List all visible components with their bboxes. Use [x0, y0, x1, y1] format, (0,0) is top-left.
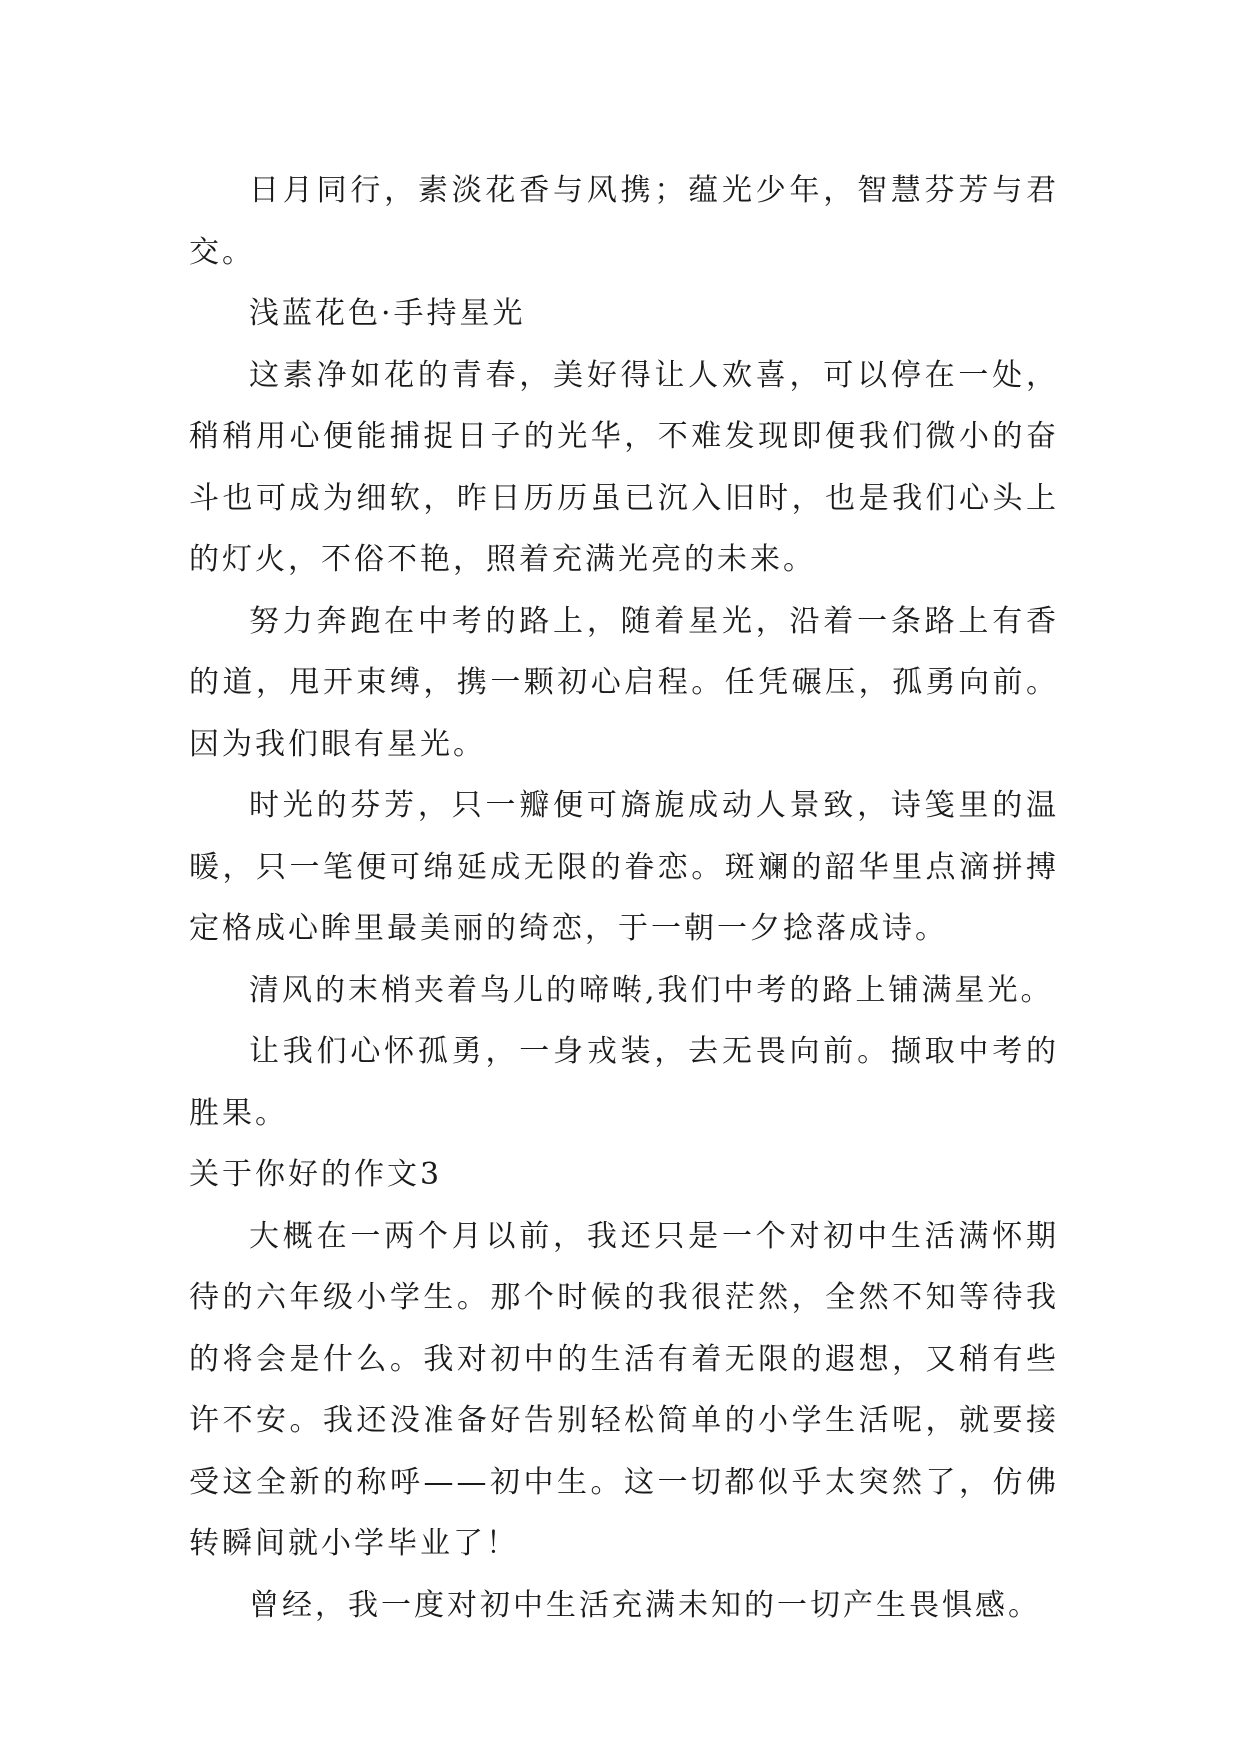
paragraph: 日月同行，素淡花香与风携；蕴光少年，智慧芬芳与君交。	[189, 173, 1059, 270]
document-body	[189, 160, 1059, 1636]
paragraph: 这素净如花的青春，美好得让人欢喜，可以停在一处，稍稍用心便能捕捉日子的光华，不难发现即便我们微小的奋斗也可成为细软，昨日历历虽已沉入旧时，也是我们心头上的灯火，不俗不艳，照着充满光亮的未来。	[189, 357, 1059, 577]
paragraph: 让我们心怀孤勇，一身戎装，去无畏向前。撷取中考的胜果。	[189, 1034, 1059, 1131]
paragraph: 努力奔跑在中考的路上，随着星光，沿着一条路上有香的道，甩开束缚，携一颗初心启程。任凭碾压，孤勇向前。因为我们眼有星光。	[189, 603, 1059, 762]
section-title: 关于你好的作文3	[189, 1157, 443, 1192]
paragraph: 时光的芬芳，只一瓣便可旖旎成动人景致，诗笺里的温暖，只一笔便可绵延成无限的眷恋。斑斓的韶华里点滴拼搏定格成心眸里最美丽的绮恋，于一朝一夕捻落成诗。	[189, 788, 1059, 946]
paragraph: 曾经，我一度对初中生活充满未知的一切产生畏惧感。	[249, 1587, 1041, 1623]
paragraph: 清风的末梢夹着鸟儿的啼啭,我们中考的路上铺满星光。	[249, 972, 1054, 1008]
subheading: 浅蓝花色·手持星光	[249, 296, 526, 331]
paragraph: 大概在一两个月以前，我还只是一个对初中生活满怀期待的六年级小学生。那个时候的我很茫然，全然不知等待我的将会是什么。我对初中的生活有着无限的遐想，又稍有些许不安。我还没准备好告别轻松简单的小学生活呢，就要接受这全新的称呼——初中生。这一切都似乎太突然了，仿佛转瞬间就小学毕业了！	[189, 1218, 1059, 1561]
